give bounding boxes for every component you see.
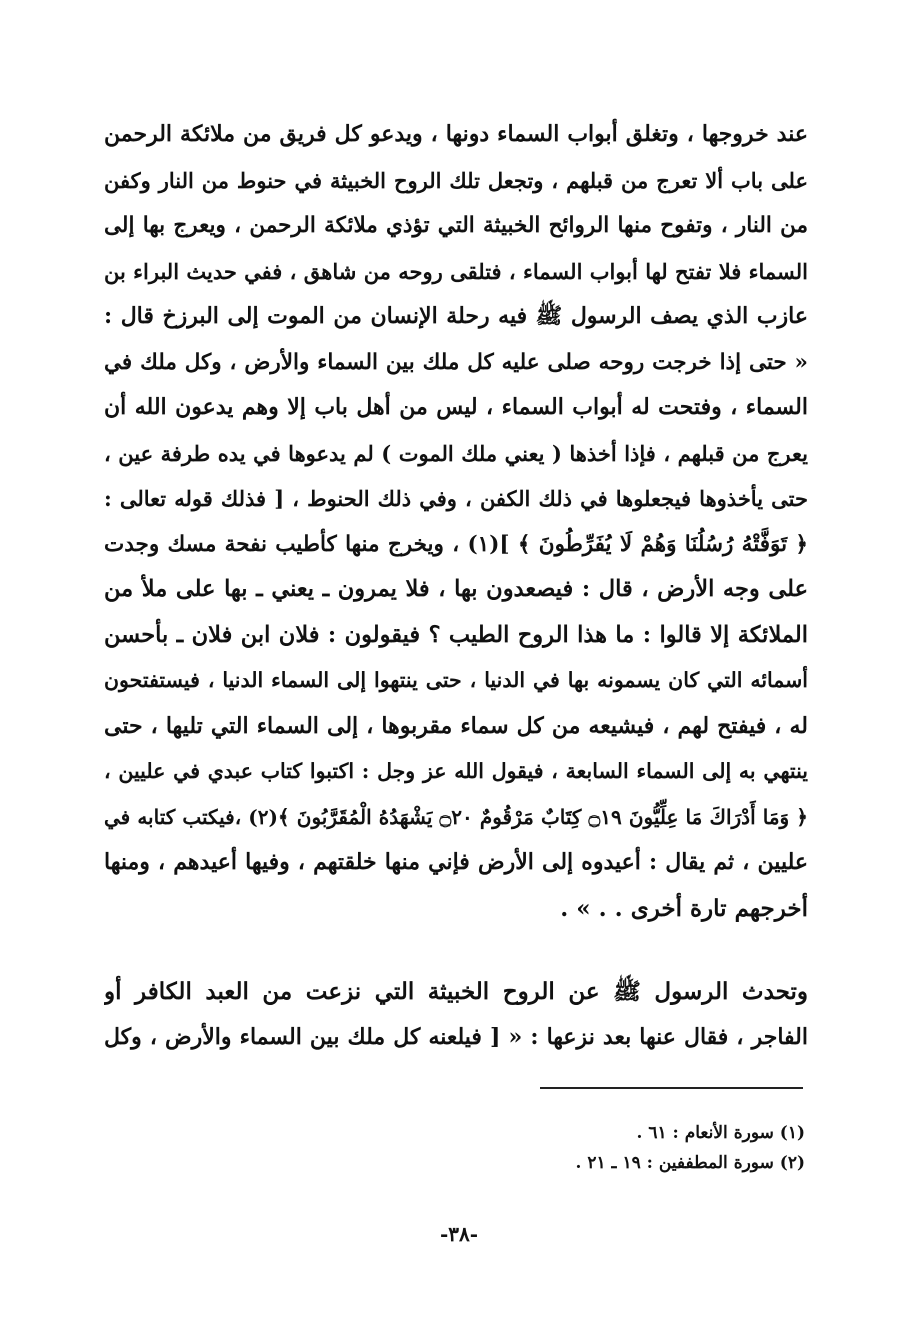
text-line: « حتى إذا خرجت روحه صلى عليه كل ملك بين السماء والأرض ، وكل ملك في	[104, 349, 808, 375]
text-line: عليين ، ثم يقال : أعيدوه إلى الأرض فإني منها خلقتهم ، وفيها أعيدهم ، ومنها	[104, 849, 808, 875]
text-line: وتحدث الرسول ﷺ عن الروح الخبيثة التي نزعت من العبد الكافر أو	[104, 978, 808, 1005]
page-number: -٣٨-	[439, 1222, 479, 1246]
text-line: السماء فلا تفتح لها أبواب السماء ، فتلقى روحه من شاهق ، ففي حديث البراء بن	[104, 258, 808, 284]
text-line: عازب الذي يصف الرسول ﷺ فيه رحلة الإنسان من الموت إلى البرزخ قال :	[104, 303, 808, 329]
text-line: أسمائه التي كان يسمونه بها في الدنيا ، حتى ينتهوا إلى السماء الدنيا ، فيستفتحون	[104, 668, 808, 692]
quran-verse-line: ﴿ وَمَا أَدْرَاكَ مَا عِلِّيُّونَ ۝١٩ كِتَابٌ مَرْقُومٌ ۝٢٠ يَشْهَدُهُ الْمُقَرَّبُونَ ﴾(٢) ،فيكتب كتابه في	[104, 804, 808, 829]
text-line: ينتهي به إلى السماء السابعة ، فيقول الله عز وجل : اكتبوا كتاب عبدي في عليين ،	[104, 759, 808, 783]
footnote-divider	[540, 1087, 803, 1089]
text-line: حتى يأخذوها فيجعلوها في ذلك الكفن ، وفي ذلك الحنوط ، [ فذلك قوله تعالى :	[104, 486, 808, 511]
text-line: عند خروجها ، وتغلق أبواب السماء دونها ، ويدعو كل فريق من ملائكة الرحمن	[104, 121, 808, 147]
text-line: أخرجهم تارة أخرى . . » .	[560, 894, 808, 922]
footnote-item: (٢) سورة المطففين : ١٩ ـ ٢١ .	[575, 1153, 805, 1173]
text-line: يعرج من قبلهم ، فإذا أخذها ( يعني ملك الموت ) لم يدعوها في يده طرفة عين ،	[104, 440, 808, 466]
quran-verse-line: ﴿ تَوَفَّتْهُ رُسُلُنَا وَهُمْ لَا يُفَرِّطُونَ ﴾ ](١) ، ويخرج منها كأطيب نفحة مسك وجدت	[104, 531, 808, 557]
text-line: على باب ألا تعرج من قبلهم ، وتجعل تلك الروح الخبيثة في حنوط من النار وكفن	[104, 167, 808, 193]
text-line: من النار ، وتفوح منها الروائح الخبيثة التي تؤذي ملائكة الرحمن ، ويعرج بها إلى	[104, 213, 808, 238]
main-paragraph	[104, 112, 808, 931]
footnote-item: (١) سورة الأنعام : ٦١ .	[636, 1123, 805, 1143]
text-line: الملائكة إلا قالوا : ما هذا الروح الطيب ؟ فيقولون : فلان ابن فلان ـ بأحسن	[104, 621, 808, 648]
second-paragraph	[104, 969, 808, 1060]
text-line: الفاجر ، فقال عنها بعد نزعها : « [ فيلعنه كل ملك بين السماء والأرض ، وكل	[104, 1023, 808, 1050]
footnotes	[540, 1118, 805, 1178]
text-line: له ، فيفتح لهم ، فيشيعه من كل سماء مقربوها ، إلى السماء التي تليها ، حتى	[104, 712, 808, 739]
text-line: على وجه الأرض ، قال : فيصعدون بها ، فلا يمرون ـ يعني ـ بها على ملأ من	[104, 576, 808, 602]
text-line: السماء ، وفتحت له أبواب السماء ، ليس من أهل باب إلا وهم يدعون الله أن	[104, 394, 808, 420]
